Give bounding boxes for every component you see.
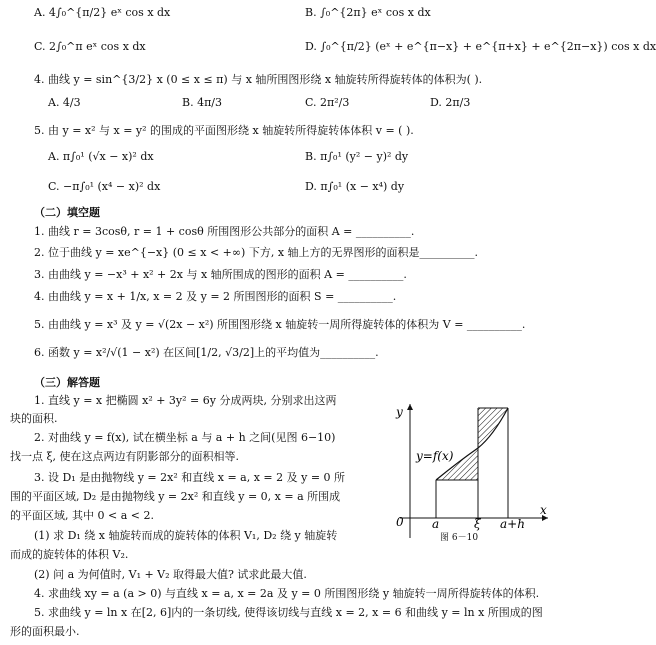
q4-option-a[interactable]: A. 4/3 xyxy=(48,96,81,109)
fill-item-6: 6. 函数 y = x²/√(1 − x²) 在区间[1/2, √3/2]上的平均值为__________. xyxy=(34,346,379,359)
hatched-region-right xyxy=(478,408,508,448)
q4-option-b[interactable]: B. 4π/3 xyxy=(182,96,223,109)
solve-line-8: (1) 求 D₁ 绕 x 轴旋转而成的旋转体的体积 V₁, D₂ 绕 y 轴旋转 xyxy=(34,529,338,542)
q5-stem: 5. 由 y = x² 与 x = y² 的围成的平面图形绕 x 轴旋转所得旋转体体积 v = ( ). xyxy=(34,124,414,137)
origin-label: 0 xyxy=(396,515,404,529)
figure-caption: 图 6－10 xyxy=(440,533,479,543)
xi-label: ξ xyxy=(474,517,481,531)
fill-item-1: 1. 曲线 r = 3cosθ, r = 1 + cosθ 所围图形公共部分的面积 A = __________. xyxy=(34,225,415,238)
q3-option-c[interactable]: C. 2∫₀^π eˣ cos x dx xyxy=(34,40,146,53)
q5-option-d[interactable]: D. π∫₀¹ (x − x⁴) dy xyxy=(305,180,405,193)
curve-label: y=f(x) xyxy=(416,449,454,463)
solve-line-12: 5. 求曲线 y = ln x 在[2, 6]内的一条切线, 使得该切线与直线 x = 2, x = 6 和曲线 y = ln x 所围成的图 xyxy=(34,606,543,619)
solve-line-10: (2) 问 a 为何值时, V₁ + V₂ 取得最大值? 试求此最大值. xyxy=(34,568,307,581)
q4-option-d[interactable]: D. 2π/3 xyxy=(430,96,471,109)
figure-6-10 xyxy=(388,398,558,548)
y-axis-arrow xyxy=(407,404,413,410)
fill-item-3: 3. 由曲线 y = −x³ + x² + 2x 与 x 轴所围成的图形的面积 A = __________. xyxy=(34,268,407,281)
q5-option-a[interactable]: A. π∫₀¹ (√x − x)² dx xyxy=(48,150,154,163)
solve-line-3: 2. 对曲线 y = f(x), 试在横坐标 a 与 a + h 之间(见图 6−10) xyxy=(34,431,336,444)
fill-item-4: 4. 由曲线 y = x + 1/x, x = 2 及 y = 2 所围图形的面积 S = __________. xyxy=(34,290,397,303)
q4-option-c[interactable]: C. 2π²/3 xyxy=(305,96,350,109)
solve-line-1: 1. 直线 y = x 把椭圆 x² + 3y² = 6y 分成两块, 分别求出这两 xyxy=(34,394,337,407)
fill-item-5: 5. 由曲线 y = x³ 及 y = √(2x − x²) 所围图形绕 x 轴旋转一周所得旋转体的体积为 V = __________. xyxy=(34,318,526,331)
q5-option-c[interactable]: C. −π∫₀¹ (x⁴ − x)² dx xyxy=(48,180,161,193)
q4-stem: 4. 曲线 y = sin^{3/2} x (0 ≤ x ≤ π) 与 x 轴所围图形绕 x 轴旋转所得旋转体的体积为( ). xyxy=(34,73,483,86)
fill-item-2: 2. 位于曲线 y = xe^{−x} (0 ≤ x < +∞) 下方, x 轴上方的无界图形的面积是__________. xyxy=(34,246,479,259)
solve-line-11: 4. 求曲线 xy = a (a > 0) 与直线 x = a, x = 2a 及 y = 0 所围图形绕 y 轴旋转一周所得旋转体的体积. xyxy=(34,587,540,600)
y-axis-label: y xyxy=(396,405,403,419)
q5-option-b[interactable]: B. π∫₀¹ (y² − y)² dy xyxy=(305,150,409,163)
q3-option-a[interactable]: A. 4∫₀^{π/2} eˣ cos x dx xyxy=(34,6,171,19)
a-label: a xyxy=(432,517,440,531)
section3-title: （三）解答题 xyxy=(34,376,100,389)
solve-line-13: 形的面积最小. xyxy=(10,625,80,638)
solve-line-4: 找一点 ξ, 使在这点两边有阴影部分的面积相等. xyxy=(10,450,240,463)
solve-line-9: 而成的旋转体的体积 V₂. xyxy=(10,548,129,561)
solve-line-7: 的平面区域, 其中 0 < a < 2. xyxy=(10,509,154,522)
q3-option-d[interactable]: D. ∫₀^{π/2} (eˣ + e^{π−x} + e^{π+x} + e^{2π−x}) cos x dx xyxy=(305,40,656,53)
x-axis-label: x xyxy=(540,503,547,517)
solve-line-5: 3. 设 D₁ 是由抛物线 y = 2x² 和直线 x = a, x = 2 及 y = 0 所 xyxy=(34,471,346,484)
a-plus-h-label: a+h xyxy=(500,517,525,531)
solve-line-6: 围的平面区域, D₂ 是由抛物线 y = 2x² 和直线 y = 0, x = a 所围成 xyxy=(10,490,341,503)
section2-title: （二）填空题 xyxy=(34,206,100,219)
solve-line-2: 块的面积. xyxy=(10,412,58,425)
q3-option-b[interactable]: B. ∫₀^{2π} eˣ cos x dx xyxy=(305,6,431,19)
